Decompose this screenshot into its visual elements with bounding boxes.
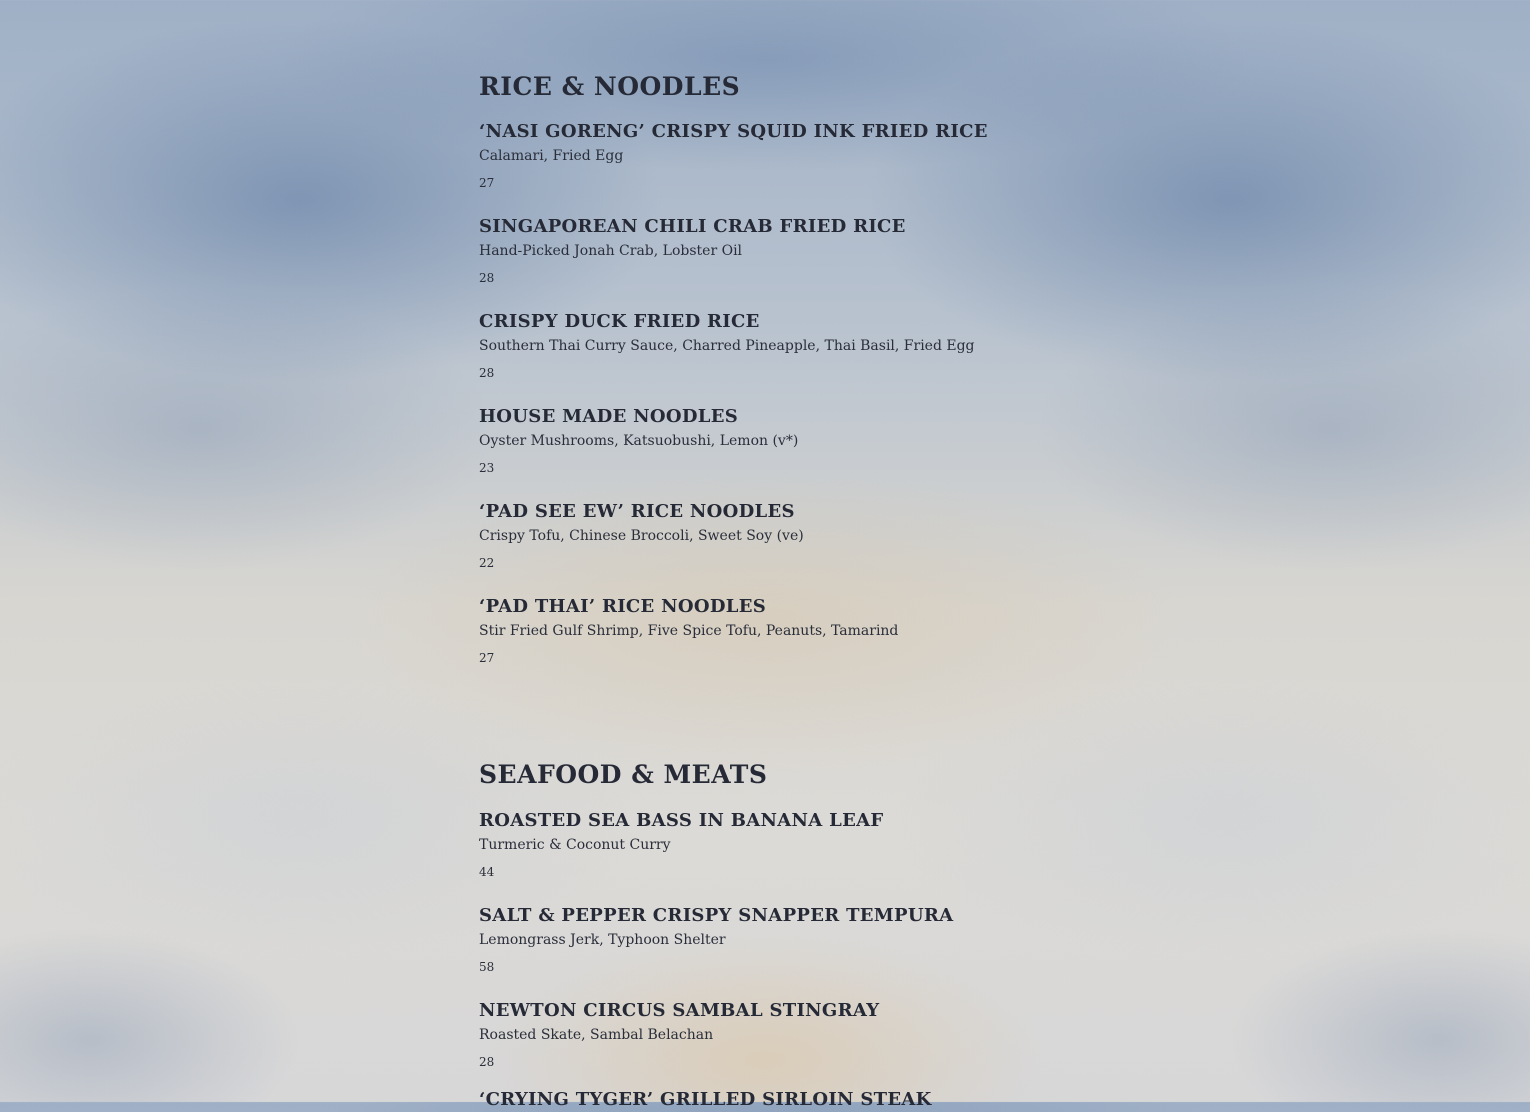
item-name: SALT & PEPPER CRISPY SNAPPER TEMPURA bbox=[479, 905, 954, 926]
item-price: 28 bbox=[479, 1055, 495, 1069]
item-name: ‘PAD SEE EW’ RICE NOODLES bbox=[479, 501, 795, 522]
item-price: 28 bbox=[479, 366, 495, 380]
item-name: ‘PAD THAI’ RICE NOODLES bbox=[479, 596, 767, 617]
item-price: 58 bbox=[479, 960, 495, 974]
item-price: 27 bbox=[479, 651, 495, 665]
item-name: ‘CRYING TYGER’ GRILLED SIRLOIN STEAK bbox=[479, 1089, 932, 1110]
menu-item bbox=[479, 1088, 1079, 1112]
item-description: Turmeric & Coconut Curry bbox=[479, 837, 671, 853]
item-description: Stir Fried Gulf Shrimp, Five Spice Tofu, Peanuts, Tamarind bbox=[479, 623, 899, 639]
item-price: 23 bbox=[479, 461, 495, 475]
item-description: Roasted Skate, Sambal Belachan bbox=[479, 1027, 714, 1043]
item-name: NEWTON CIRCUS SAMBAL STINGRAY bbox=[479, 1000, 880, 1021]
item-name: ‘NASI GORENG’ CRISPY SQUID INK FRIED RICE bbox=[479, 121, 988, 142]
section-title-seafood-meats: SEAFOOD & MEATS bbox=[479, 760, 768, 789]
item-name: HOUSE MADE NOODLES bbox=[479, 406, 739, 427]
item-price: 28 bbox=[479, 271, 495, 285]
item-name: SINGAPOREAN CHILI CRAB FRIED RICE bbox=[479, 216, 906, 237]
menu-item bbox=[479, 904, 1079, 975]
item-price: 22 bbox=[479, 556, 495, 570]
menu-item bbox=[479, 595, 1079, 666]
item-description: Crispy Tofu, Chinese Broccoli, Sweet Soy (ve) bbox=[479, 528, 804, 544]
item-description: Southern Thai Curry Sauce, Charred Pineapple, Thai Basil, Fried Egg bbox=[479, 338, 975, 354]
item-description: Oyster Mushrooms, Katsuobushi, Lemon (v*) bbox=[479, 433, 799, 449]
menu-item bbox=[479, 215, 1079, 286]
menu-item bbox=[479, 405, 1079, 476]
item-description: Hand-Picked Jonah Crab, Lobster Oil bbox=[479, 243, 743, 259]
item-name: CRISPY DUCK FRIED RICE bbox=[479, 311, 760, 332]
menu-item bbox=[479, 809, 1079, 880]
item-price: 44 bbox=[479, 865, 495, 879]
item-name: ROASTED SEA BASS IN BANANA LEAF bbox=[479, 810, 884, 831]
menu-item bbox=[479, 500, 1079, 571]
item-description: Calamari, Fried Egg bbox=[479, 148, 624, 164]
section-title-rice-noodles: RICE & NOODLES bbox=[479, 72, 741, 101]
menu-item bbox=[479, 120, 1079, 191]
menu-item bbox=[479, 310, 1079, 381]
item-price: 27 bbox=[479, 176, 495, 190]
menu-item bbox=[479, 999, 1079, 1070]
item-description: Lemongrass Jerk, Typhoon Shelter bbox=[479, 932, 726, 948]
